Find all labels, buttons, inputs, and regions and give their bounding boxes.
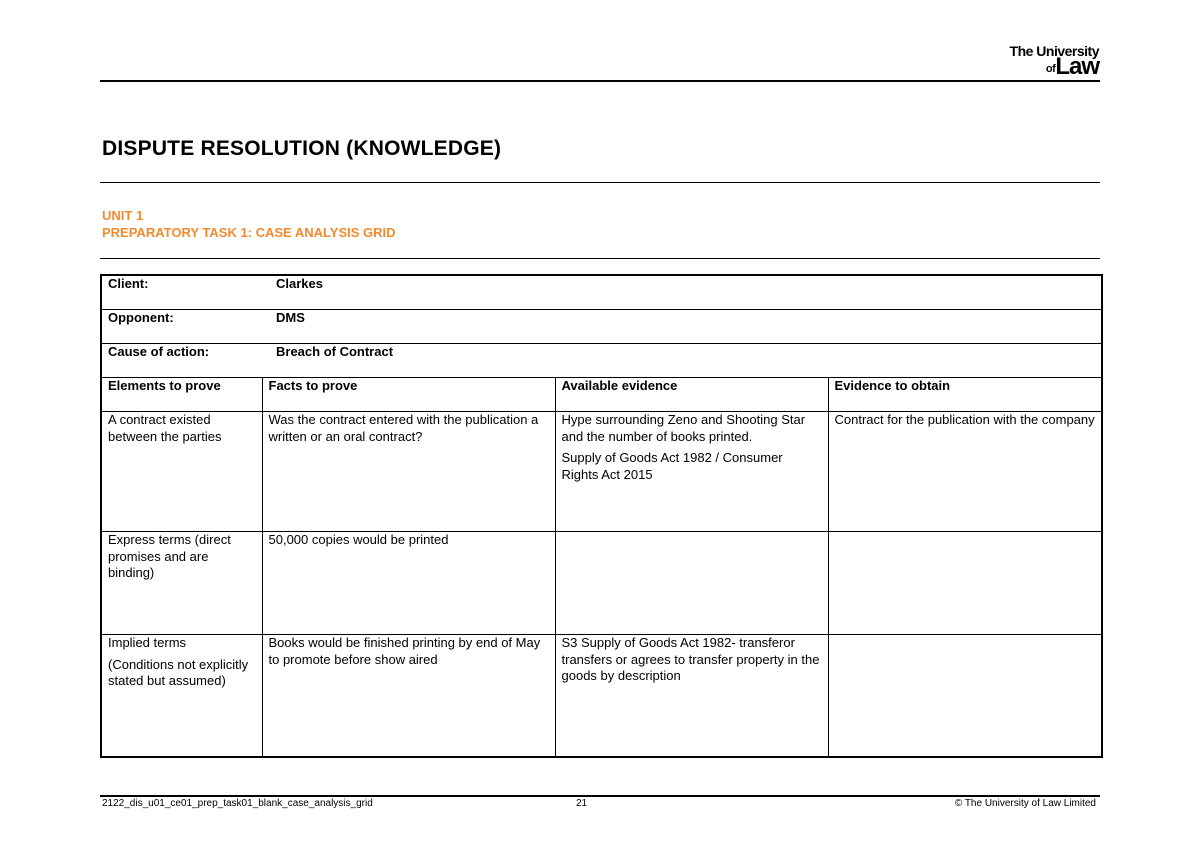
title-rule (100, 182, 1100, 183)
document-title: DISPUTE RESOLUTION (KNOWLEDGE) (102, 137, 502, 160)
cause-row (101, 344, 1102, 378)
client-value: Clarkes (276, 276, 323, 291)
logo-line1: The University (1009, 43, 1099, 59)
available-evidence-cell: Hype surrounding Zeno and Shooting Star and the number of books printed. Supply of Goods Act 1982 / Consumer Rights Act 2015 (555, 412, 828, 532)
table-row (101, 635, 1102, 758)
table-row (101, 532, 1102, 635)
facts-cell: 50,000 copies would be printed (262, 532, 555, 635)
logo-of: of (1045, 63, 1056, 75)
university-of-law-logo (1010, 44, 1099, 79)
unit-label: UNIT 1 (102, 208, 144, 223)
footer-rule (100, 795, 1100, 797)
table-row (101, 412, 1102, 532)
footer-filename: 2122_dis_u01_ce01_prep_task01_blank_case_analysis_grid (102, 798, 373, 809)
header-facts: Facts to prove (262, 378, 555, 412)
element-cell: Express terms (direct promises and are binding) (101, 532, 262, 635)
unit-rule (100, 258, 1100, 259)
opponent-value: DMS (276, 310, 305, 325)
header-elements: Elements to prove (101, 378, 262, 412)
facts-cell: Books would be finished printing by end of May to promote before show aired (262, 635, 555, 758)
opponent-row (101, 310, 1102, 344)
available-evidence-cell (555, 532, 828, 635)
cause-label: Cause of action: (108, 344, 210, 359)
evidence-to-obtain-cell (828, 635, 1102, 758)
facts-cell: Was the contract entered with the publication a written or an oral contract? (262, 412, 555, 532)
evidence-to-obtain-cell (828, 532, 1102, 635)
unit-heading (102, 207, 396, 241)
element-cell: Implied terms (Conditions not explicitly stated but assumed) (101, 635, 262, 758)
footer-copyright: © The University of Law Limited (954, 798, 1096, 809)
page-number: 21 (576, 798, 588, 809)
logo-law: Law (1055, 53, 1099, 80)
header-rule (100, 80, 1100, 82)
available-evidence-cell: S3 Supply of Goods Act 1982- transferor transfers or agrees to transfer property in the goods by description (555, 635, 828, 758)
client-row (101, 275, 1102, 310)
cause-value: Breach of Contract (276, 344, 394, 359)
header-evidence-to-obtain: Evidence to obtain (828, 378, 1102, 412)
case-analysis-grid (100, 274, 1103, 758)
grid-header-row (101, 378, 1102, 412)
task-label: PREPARATORY TASK 1: CASE ANALYSIS GRID (102, 225, 396, 240)
evidence-to-obtain-cell: Contract for the publication with the company (828, 412, 1102, 532)
header-available-evidence: Available evidence (555, 378, 828, 412)
client-label: Client: (108, 276, 149, 291)
element-cell: A contract existed between the parties (101, 412, 262, 532)
opponent-label: Opponent: (108, 310, 174, 325)
